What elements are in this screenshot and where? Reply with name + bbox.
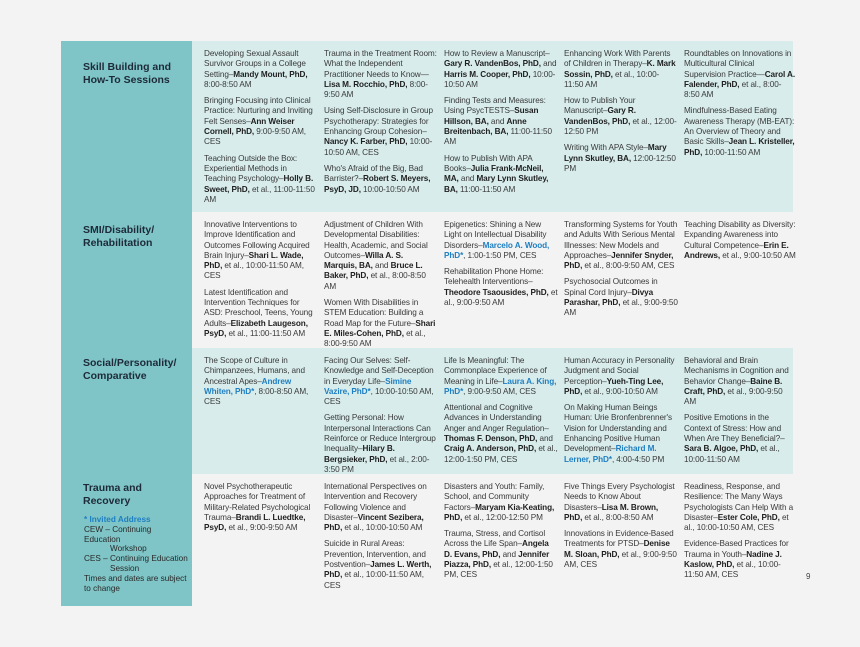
category-label: Skill Building and How-To Sessions [83,61,172,86]
session-cell: International Perspectives on Intervention and Recovery Following Violence and Disaster–Vincent Sezibera, PhD, et al., 10:00-10:50 AM Suicide in Rural Areas: Prevention, Intervention, and Postvention–James L. Werth, PhD, et al., 10:00-11:50 AM, CES [324,482,432,590]
session-cell: Readiness, Response, and Resilience: The Many Ways Psychologists Can Help With a Disaster–Ester Cole, PhD, et al., 10:00-10:50 AM, CES Evidence-Based Practices for Trauma in Youth–Nadine J. Kaslow, PhD, et al., 10:00-11:50 AM, CES [684,482,794,580]
session-cell: Teaching Disability as Diversity: Expanding Awareness into Cultural Competence–Erin E. Andrews, et al., 9:00-10:50 AM [684,220,796,260]
session-cell: Facing Our Selves: Self-Knowledge and Self-Deception in Everyday Life–Simine Vazire, PhD*, 10:00-10:50 AM, CES Getting Personal: How Interpersonal Interactions Can Reinforce or Reduce Intergroup Inequality–Hilary B. Bergsieker, PhD, et al., 2:00-3:50 PM [324,356,436,474]
legend-ces: CES – Continuing Education [84,554,188,564]
row-social-personality [192,348,793,474]
row-smi-disability [192,212,796,349]
legend-ces-cont: Session [110,563,140,573]
row-skill-building [192,41,796,212]
category-label: SMI/Disability/ Rehabilitation [83,224,155,249]
legend-times-note: Times and dates are subject to change [84,573,187,593]
session-cell: Disasters and Youth: Family, School, and Community Factors–Maryam Kia-Keating, PhD, et al., 12:00-12:50 PM Trauma, Stress, and Cortisol Across the Life Span–Angela D. Evans, PhD, and Jennifer Piazza, PhD, et al., 12:00-1:50 PM, CES [444,482,555,580]
session-cell: Behavioral and Brain Mechanisms in Cognition and Behavior Change–Baine B. Craft, PhD, et al., 9:00-9:50 AM Positive Emotions in the Context of Stress: How and When Are They Beneficial?–Sara B. Algoe, PhD, et al., 10:00-11:50 AM [684,356,789,464]
session-cell: Transforming Systems for Youth and Adults With Serious Mental Illnesses: New Models and Approaches–Jennifer Snyder, PhD, et al., 8:00-9:50 AM, CES Psychosocial Outcomes in Spinal Cord Injury–Divya Parashar, PhD, et al., 9:00-9:50 AM [564,220,678,318]
legend-cew: CEW – Continuing Education [84,524,152,544]
page-number: 9 [806,572,811,581]
session-cell: Adjustment of Children With Developmental Disabilities: Health, Academic, and Social Outcomes–Willa A. S. Marquis, BA, and Bruce L. Baker, PhD, et al., 8:00-8:50 AM Women With Disabilities in STEM Education: Building a Road Map for the Future–Shari E. Miles-Cohen, PhD, et al., 8:00-9:50 AM [324,220,436,349]
session-cell: Five Things Every Psychologist Needs to Know About Disasters–Lisa M. Brown, PhD, et al., 8:00-8:50 AM Innovations in Evidence-Based Treatments for PTSD–Denise M. Sloan, PhD, et al., 9:00-9:50 AM, CES [564,482,677,570]
session-cell: Life Is Meaningful: The Commonplace Experience of Meaning in Life–Laura A. King, PhD*, 9:00-9:50 AM, CES Attentional and Cognitive Advances in Understanding Anger and Anger Regulation–Thomas F. Denson, PhD, and Craig A. Anderson, PhD, et al., 12:00-1:50 PM, CES [444,356,558,464]
row-trauma-recovery [192,474,793,606]
session-cell: Epigenetics: Shining a New Light on Intellectual Disability Disorders–Marcelo A. Wood, PhD*, 1:00-1:50 PM, CES Rehabilitation Phone Home: Telehealth Interventions–Theodore Tsaousides, PhD, et al., 9:00-9:50 AM [444,220,558,308]
session-cell: The Scope of Culture in Chimpanzees, Humans, and Ancestral Apes–Andrew Whiten, PhD*, 8:00-8:50 AM, CES [204,356,309,407]
session-cell: Trauma in the Treatment Room: What the Independent Practitioner Needs to Know—Lisa M. Rocchio, PhD, 8:00-9:50 AM Using Self-Disclosure in Group Psychotherapy: Strategies for Enhancing Group Cohesion–Nancy K. Farber, PhD, 10:00-10:50 AM, CES Who's Afraid of the Big, Bad Barrister?–Robert S. Meyers, PsyD, JD, 10:00-10:50 AM [324,49,437,194]
session-cell: Novel Psychotherapeutic Approaches for Treatment of Military-Related Psychological Trauma–Brandi L. Luedtke, PsyD, et al., 9:00-9:50 AM [204,482,311,533]
session-cell: Human Accuracy in Personality Judgment and Social Perception–Yueh-Ting Lee, PhD, et al., 9:00-10:50 AM On Making Human Beings Human: Urie Bronfenbrenner's Vision for Understanding and Enhancing Positive Human Development–Richard M. Lerner, PhD*, 4:00-4:50 PM [564,356,675,464]
legend-cew-cont: Workshop [110,544,147,554]
session-cell: How to Review a Manuscript–Gary R. VandenBos, PhD, and Harris M. Cooper, PhD, 10:00-10:50 AM Finding Tests and Measures: Using PsycTESTS–Susan Hillson, BA, and Anne Breitenbach, BA, 11:00-11:50 AM How to Publish With APA Books–Julia Frank-McNeil, MA, and Mary Lynn Skutley, BA, 11:00-11:50 AM [444,49,557,194]
session-cell: Developing Sexual Assault Survivor Groups in a College Setting–Mandy Mount, PhD, 8:00-8:50 AM Bringing Focusing into Clinical Practice: Nurturing and Inviting Felt Senses–Ann Weiser Cornell, PhD, 9:00-9:50 AM, CES Teaching Outside the Box: Experiential Methods in Teaching Psychology–Holly B. Sweet, PhD, et al., 11:00-11:50 AM [204,49,315,204]
category-label: Social/Personality/ Comparative [83,357,177,382]
legend-invited: * Invited Address [84,515,151,524]
legend [84,515,190,593]
session-cell: Enhancing Work With Parents of Children in Therapy–K. Mark Sossin, PhD, et al., 10:00-11:50 AM How to Publish Your Manuscript–Gary R. VandenBos, PhD, et al., 12:00-12:50 PM Writing With APA Style–Mary Lynn Skutley, BA, 12:00-12:50 PM [564,49,677,173]
session-cell: Innovative Interventions to Improve Identification and Outcomes Following Acquired Brain Injury–Shari L. Wade, PhD, et al., 10:00-11:50 AM, CES Latest Identification and Intervention Techniques for ASD: Preschool, Teens, Young Adults–Elizabeth Laugeson, PsyD, et al., 11:00-11:50 AM [204,220,313,338]
session-cell: Roundtables on Innovations in Multicultural Clinical Supervision Practice—Carol A. Falender, PhD, et al., 8:00-8:50 AM Mindfulness-Based Eating Awareness Therapy (MB-EAT): An Overview of Theory and Basic Skills–Jean L. Kristeller, PhD, 10:00-11:50 AM [684,49,796,157]
category-label: Trauma and Recovery [83,482,142,507]
